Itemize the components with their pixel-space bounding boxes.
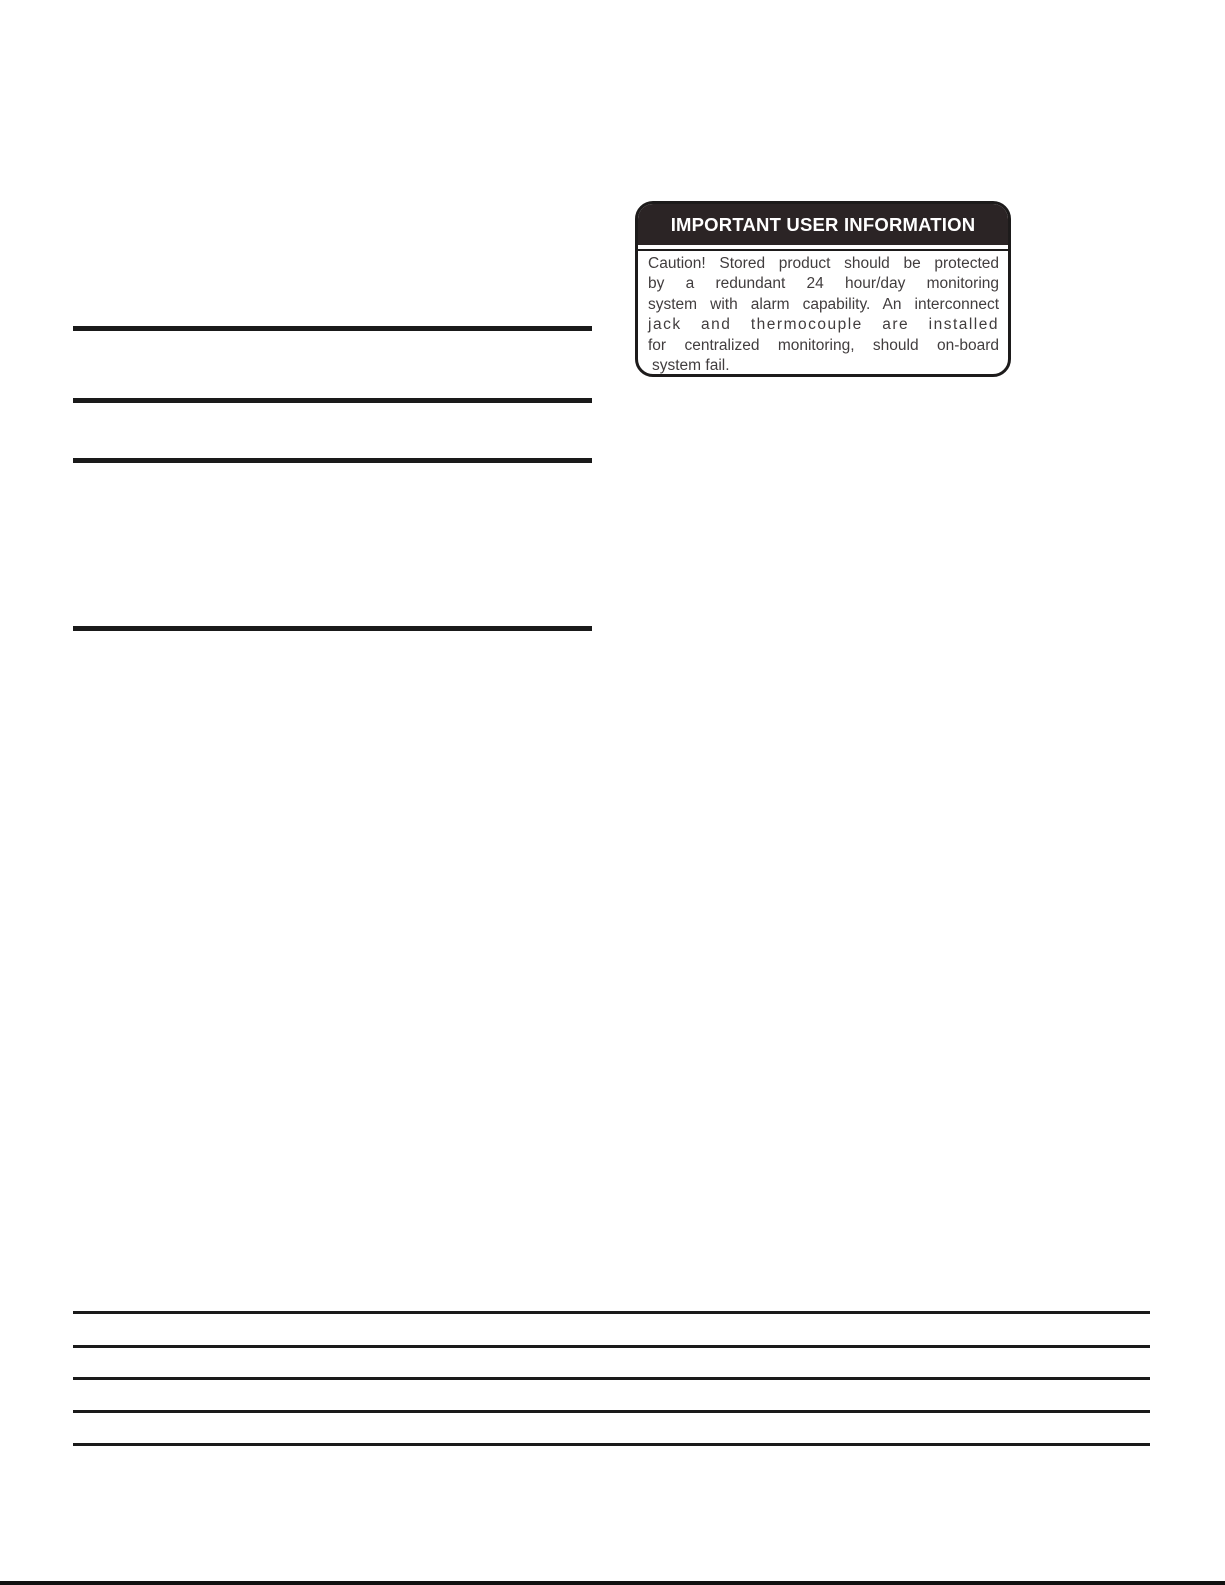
table-rule — [73, 1377, 1150, 1380]
info-box-body-line: for centralized monitoring, should on-board — [648, 336, 999, 354]
section-rule — [73, 398, 592, 403]
section-rule — [73, 458, 592, 463]
info-box-body-line: by a redundant 24 hour/day monitoring — [648, 275, 999, 293]
section-rule — [73, 626, 592, 631]
table-rule — [73, 1410, 1150, 1413]
important-user-information-box — [635, 201, 1011, 377]
section-rule — [73, 326, 592, 331]
table-rule — [73, 1443, 1150, 1446]
info-box-title: IMPORTANT USER INFORMATION — [638, 204, 1008, 249]
info-box-body — [638, 249, 1008, 376]
info-box-body-line: system with alarm capability. An interconnect — [648, 295, 999, 313]
info-box-body-line: jack and thermocouple are installed — [648, 316, 999, 334]
info-box-body-line: system fail. — [652, 357, 730, 375]
page-bottom-edge — [0, 1581, 1225, 1585]
table-rule — [73, 1345, 1150, 1348]
table-rule — [73, 1311, 1150, 1314]
info-box-body-line: Caution! Stored product should be protected — [648, 255, 999, 272]
